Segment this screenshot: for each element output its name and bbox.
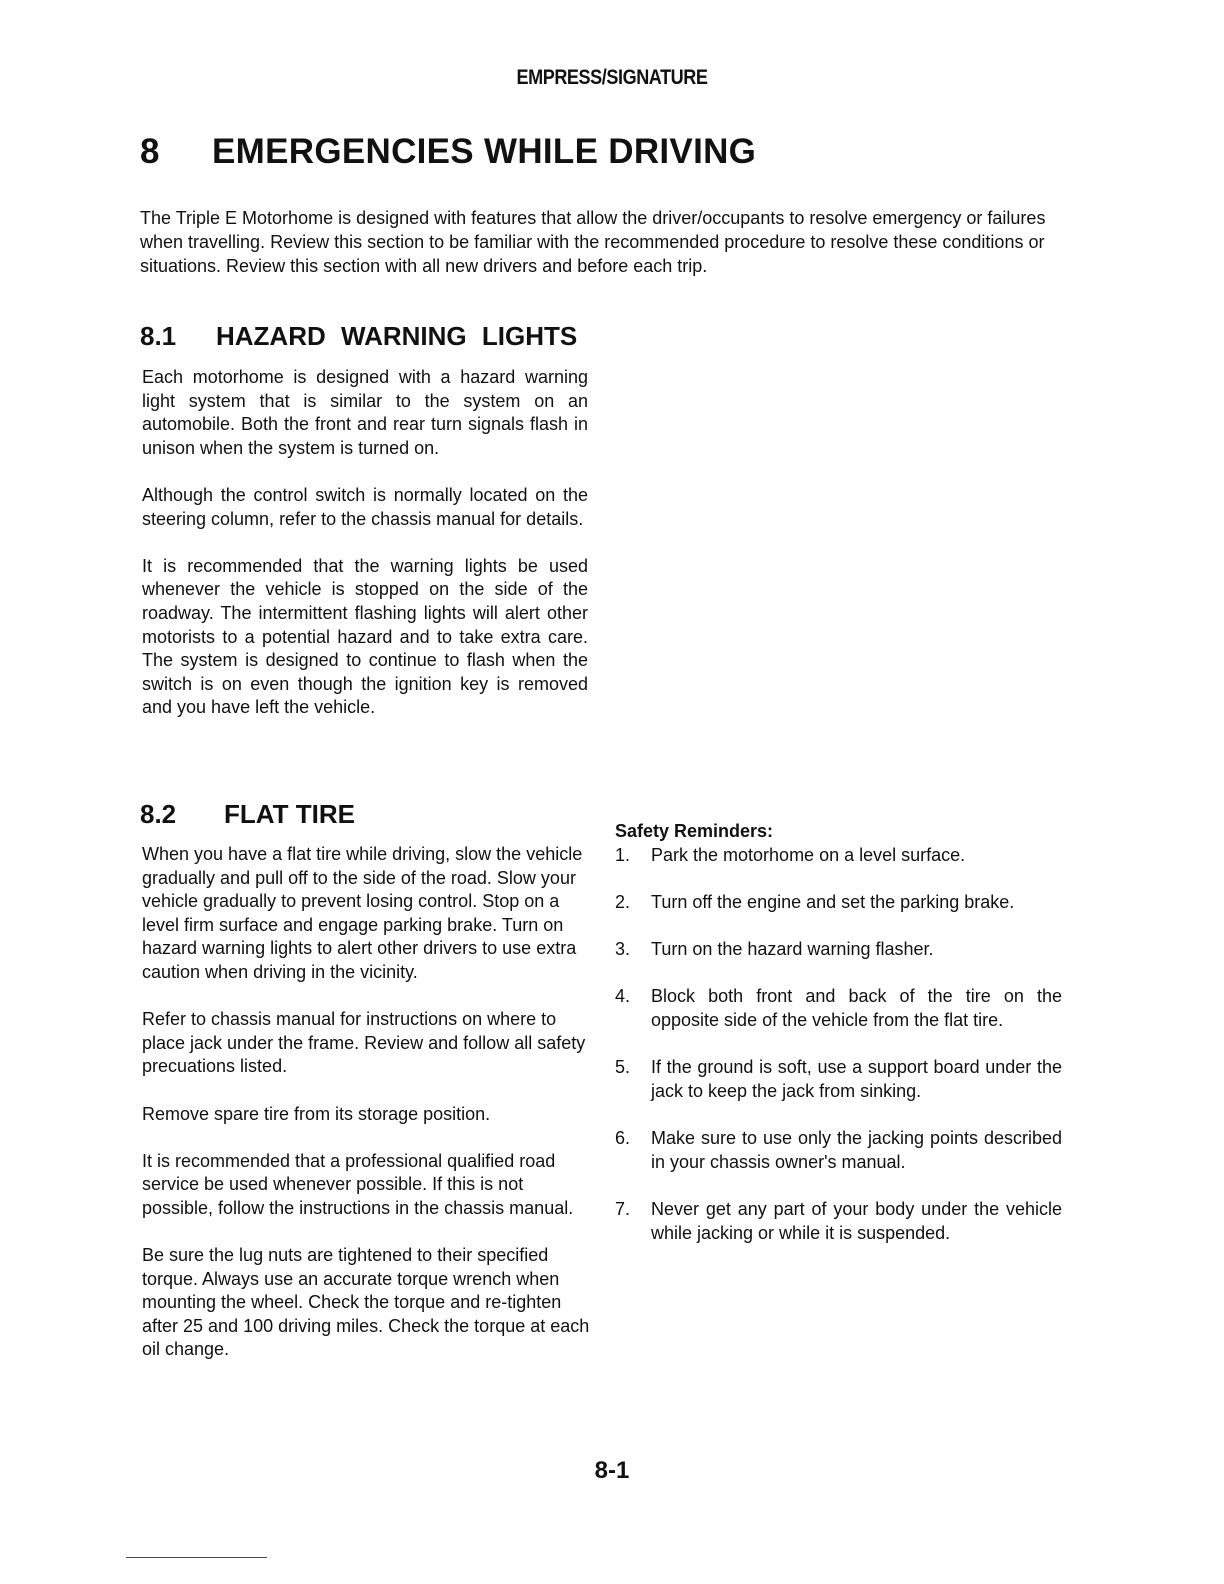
paragraph: It is recommended that a professional qualified road service be used whenever possible. If this is not possible, follow the instructions in the chassis manual. bbox=[142, 1150, 574, 1218]
list-item bbox=[615, 1055, 1062, 1103]
list-item-number: 4. bbox=[615, 986, 631, 1006]
section-number: 8.1 bbox=[140, 321, 177, 351]
safety-reminders bbox=[615, 820, 1062, 1268]
paragraph: Refer to chassis manual for instructions on where to place jack under the frame. Review and follow all safety precuations listed. bbox=[142, 1009, 586, 1077]
paragraph: It is recommended that the warning lights be used whenever the vehicle is stopped on the side of the roadway. The intermittent flashing lights will alert other motorists to a potential hazard and to take extra care. The system is designed to continue to flash when the switch is on even though the ignition key is removed and you have left the vehicle. bbox=[142, 555, 588, 718]
chapter-title bbox=[140, 132, 756, 172]
section-number: 8.2 bbox=[140, 799, 177, 829]
section-8-1-body bbox=[142, 366, 588, 744]
running-header: EMPRESS/SIGNATURE bbox=[516, 66, 708, 89]
paragraph: Be sure the lug nuts are tightened to their specified torque. Always use an accurate torque wrench when mounting the wheel. Check the torque and re-tighten after 25 and 100 driving miles. Check the torque at each oil change. bbox=[142, 1245, 590, 1360]
page-number: 8-1 bbox=[594, 1457, 630, 1484]
list-item-number: 7. bbox=[615, 1199, 631, 1219]
list-item-number: 6. bbox=[615, 1128, 631, 1148]
section-8-2-body bbox=[142, 843, 590, 1386]
list-item-number: 1. bbox=[615, 845, 631, 865]
list-item bbox=[615, 1197, 1062, 1245]
safety-reminders-title: Safety Reminders: bbox=[615, 821, 774, 841]
footer-rule bbox=[126, 1557, 267, 1558]
list-item-text: If the ground is soft, use a support board under the jack to keep the jack from sinking. bbox=[651, 1057, 1062, 1101]
list-item-text: Turn off the engine and set the parking brake. bbox=[651, 892, 1015, 912]
list-item-number: 3. bbox=[615, 939, 631, 959]
section-title: FLAT TIRE bbox=[224, 799, 355, 829]
list-item bbox=[615, 1126, 1062, 1174]
list-item-text: Park the motorhome on a level surface. bbox=[651, 845, 966, 865]
list-item-text: Block both front and back of the tire on the opposite side of the vehicle from the flat tire. bbox=[651, 986, 1062, 1030]
chapter-number: 8 bbox=[140, 132, 160, 171]
list-item bbox=[615, 984, 1062, 1032]
list-item bbox=[615, 843, 1062, 867]
paragraph: Remove spare tire from its storage position. bbox=[142, 1103, 491, 1124]
paragraph: Each motorhome is designed with a hazard warning light system that is similar to the system on an automobile. Both the front and rear turn signals flash in unison when the system is turned on. bbox=[142, 367, 588, 458]
paragraph: Although the control switch is normally located on the steering column, refer to the chassis manual for details. bbox=[142, 484, 588, 529]
section-heading-8-2 bbox=[140, 799, 355, 830]
safety-reminders-list bbox=[615, 843, 1062, 1245]
section-title: HAZARD WARNING LIGHTS bbox=[216, 321, 578, 351]
chapter-title-text: EMERGENCIES WHILE DRIVING bbox=[212, 132, 757, 171]
list-item bbox=[615, 937, 1062, 961]
list-item-text: Turn on the hazard warning flasher. bbox=[651, 939, 934, 959]
list-item bbox=[615, 890, 1062, 914]
list-item-text: Never get any part of your body under the vehicle while jacking or while it is suspended. bbox=[651, 1199, 1062, 1243]
list-item-text: Make sure to use only the jacking points described in your chassis owner's manual. bbox=[651, 1128, 1062, 1172]
list-item-number: 2. bbox=[615, 892, 631, 912]
section-heading-8-1 bbox=[140, 321, 577, 352]
list-item-number: 5. bbox=[615, 1057, 631, 1077]
paragraph: When you have a flat tire while driving, slow the vehicle gradually and pull off to the side of the road. Slow your vehicle gradually to prevent losing control. Stop on a level firm surface and engage parking brake. Turn on hazard warning lights to alert other drivers to use extra caution when driving in the vicinity. bbox=[142, 844, 583, 982]
chapter-intro: The Triple E Motorhome is designed with features that allow the driver/occupants to resolve emergency or failures when travelling. Review this section to be familiar with the recommended procedure to resolve these conditions or situations. Review this section with all new drivers and before each trip. bbox=[140, 208, 1046, 276]
